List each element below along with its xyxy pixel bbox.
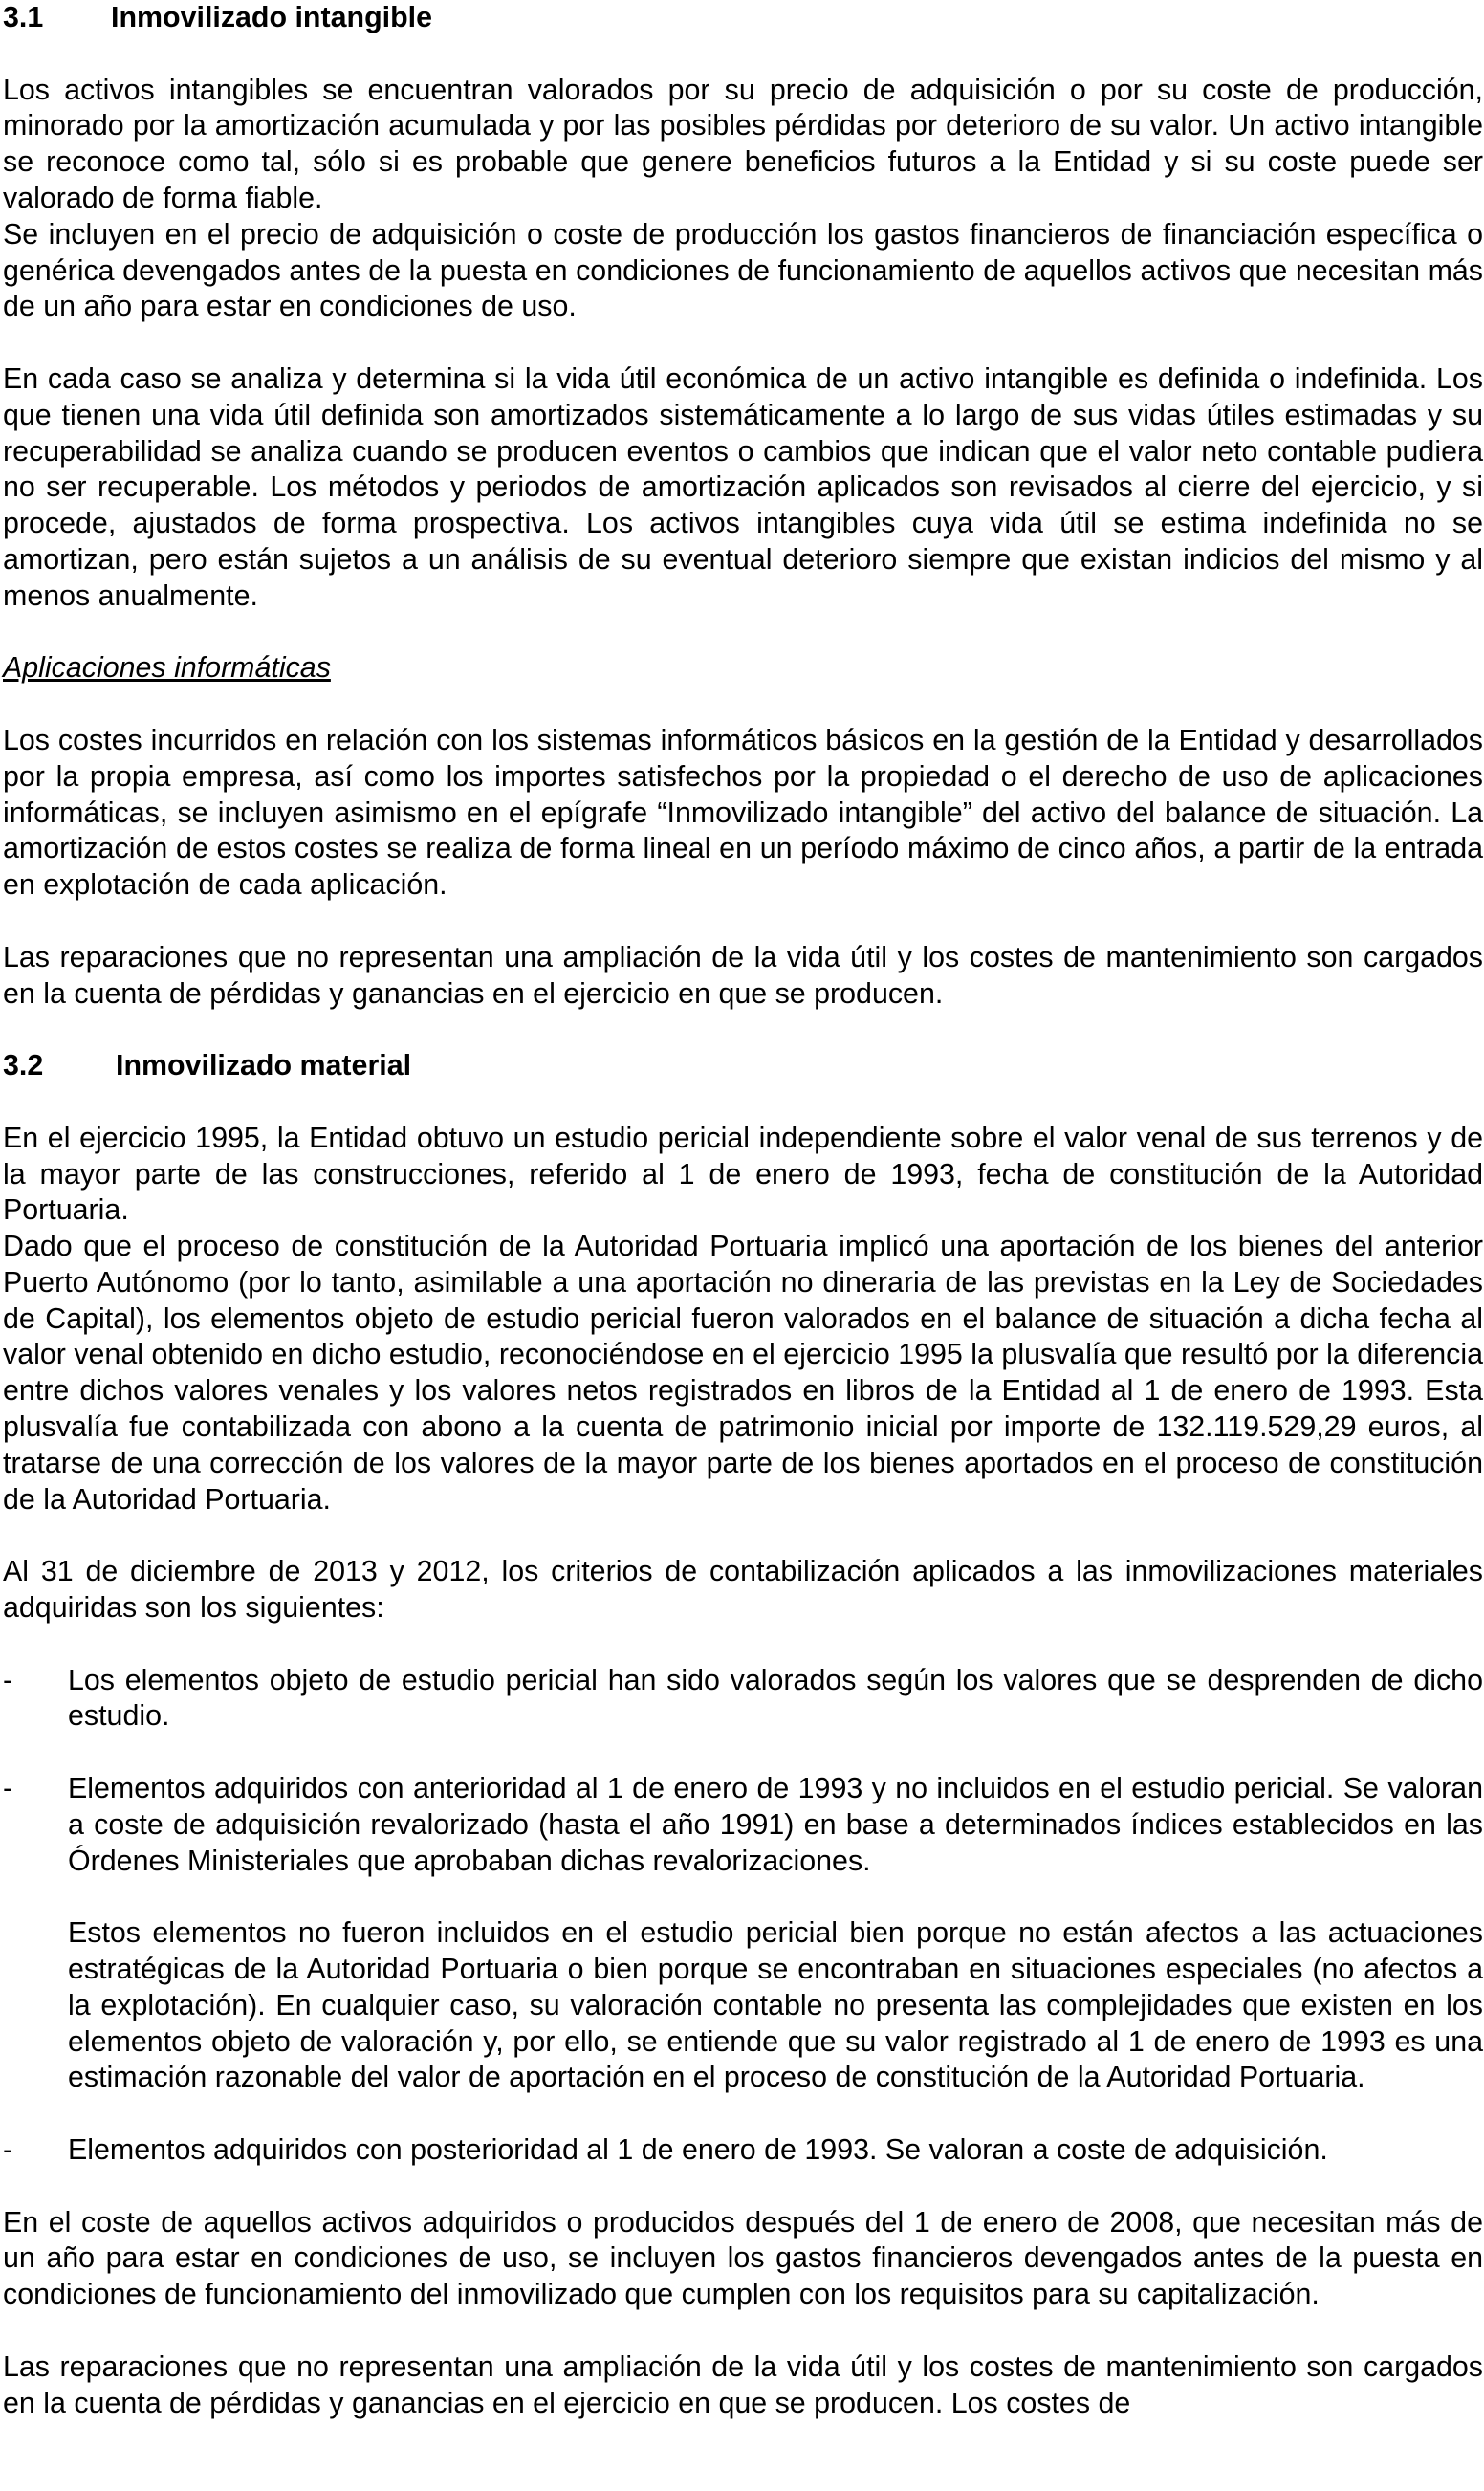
bullet-marker: - [3,2133,13,2167]
list-item [3,1771,1483,1879]
list-item-text: Elementos adquiridos con posterioridad al 1 de enero de 1993. Se valoran a coste de adquisición. [68,2133,1328,2167]
list-item [3,1663,1483,1736]
paragraph: Las reparaciones que no representan una ampliación de la vida útil y los costes de mantenimiento son cargados en la cuenta de pérdidas y ganancias en el ejercicio en que se producen. Los costes de [3,2349,1483,2419]
paragraph: Al 31 de diciembre de 2013 y 2012, los criterios de contabilización aplicados a las inmovilizaciones materiales adquiridas son los siguientes: [3,1555,1483,1625]
paragraph: Las reparaciones que no representan una ampliación de la vida útil y los costes de mantenimiento son cargados en la cuenta de pérdidas y ganancias en el ejercicio en que se producen. [3,940,1483,1010]
paragraph: Los costes incurridos en relación con los sistemas informáticos básicos en la gestión de la Entidad y desarrollados por la propia empresa, así como los importes satisfechos por la propiedad o el derecho de uso de aplicaciones informáticas, se incluyen asimismo en el epígrafe “Inmovilizado intangible” del activo del balance de situación. La amortización de estos costes se realiza de forma lineal en un período máximo de cinco años, a partir de la entrada en explotación de cada aplicación. [3,723,1483,902]
paragraph: Los activos intangibles se encuentran valorados por su precio de adquisición o por su coste de producción, minorado por la amortización acumulada y por las posibles pérdidas por deterioro de su valor. Un activo intangible se reconoce como tal, sólo si es probable que genere beneficios futuros a la Entidad y si su coste puede ser valorado de forma fiable. [3,73,1483,214]
paragraph: Se incluyen en el precio de adquisición o coste de producción los gastos financieros de financiación específica o genérica devengados antes de la puesta en condiciones de funcionamiento de aquellos activos que necesitan más de un año para estar en condiciones de uso. [3,217,1483,323]
paragraph: En el coste de aquellos activos adquiridos o producidos después del 1 de enero de 2008, que necesitan más de un año para estar en condiciones de uso, se incluyen los gastos financieros devengados antes de la puesta en condiciones de funcionamiento del inmovilizado que cumplen con los requisitos para su capitalización. [3,2205,1483,2311]
bullet-marker: - [3,1663,13,1696]
list-item-continuation: Estos elementos no fueron incluidos en el estudio pericial bien porque no están afectos a las actuaciones estratégicas de la Autoridad Portuaria o bien porque se encontraban en situaciones especiales (no afectos a la explotación). En cualquier caso, su valoración contable no presenta las complejidades que existen en los elementos objeto de valoración y, por ello, se entiende que su valor registrado al 1 de enero de 1993 es una estimación razonable del valor de aportación en el proceso de constitución de la Autoridad Portuaria. [68,1916,1483,2094]
section-heading-3-2 [3,1048,1483,1084]
section-title: Inmovilizado intangible [111,1,433,33]
paragraph: En el ejercicio 1995, la Entidad obtuvo un estudio pericial independiente sobre el valor venal de sus terrenos y de la mayor parte de las construcciones, referido al 1 de enero de 1993, fecha de constitución de la Autoridad Portuaria. [3,1121,1483,1227]
section-number: 3.1 [3,1,44,33]
bullet-marker: - [3,1772,13,1805]
document-page [3,0,1483,2421]
section-number: 3.2 [3,1049,44,1082]
section-heading-3-1 [3,0,1483,36]
list-item [3,2132,1483,2169]
list-item-text: Los elementos objeto de estudio pericial han sido valorados según los valores que se desprenden de dicho estudio. [68,1663,1483,1733]
paragraph: Dado que el proceso de constitución de la Autoridad Portuaria implicó una aportación de los bienes del anterior Puerto Autónomo (por lo tanto, asimilable a una aportación no dineraria de las previstas en la Ley de Sociedades de Capital), los elementos objeto de estudio pericial fueron valorados en el balance de situación a dicha fecha al valor venal obtenido en dicho estudio, reconociéndose en el ejercicio 1995 la plusvalía que resultó por la diferencia entre dichos valores venales y los valores netos registrados en libros de la Entidad al 1 de enero de 1993. Esta plusvalía fue contabilizada con abono a la cuenta de patrimonio inicial por importe de 132.119.529,29 euros, al tratarse de una corrección de los valores de la mayor parte de los bienes aportados en el proceso de constitución de la Autoridad Portuaria. [3,1230,1483,1516]
section-title: Inmovilizado material [116,1049,412,1082]
subsection-title: Aplicaciones informáticas [3,651,331,685]
paragraph: En cada caso se analiza y determina si la vida útil económica de un activo intangible es definida o indefinida. Los que tienen una vida útil definida son amortizados sistemáticamente a lo largo de sus vidas útiles estimadas y su recuperabilidad se analiza cuando se producen eventos o cambios que indican que el valor neto contable pudiera no ser recuperable. Los métodos y periodos de amortización aplicados son revisados al cierre del ejercicio, y si procede, ajustados de forma prospectiva. Los activos intangibles cuya vida útil se estima indefinida no se amortizan, pero están sujetos a un análisis de su eventual deterioro siempre que existan indicios del mismo y al menos anualmente. [3,361,1483,612]
list-item-text: Elementos adquiridos con anterioridad al 1 de enero de 1993 y no incluidos en el estudio pericial. Se valoran a coste de adquisición revalorizado (hasta el año 1991) en base a determinados índices establecidos en las Órdenes Ministeriales que aprobaban dichas revalorizaciones. [68,1772,1483,1877]
